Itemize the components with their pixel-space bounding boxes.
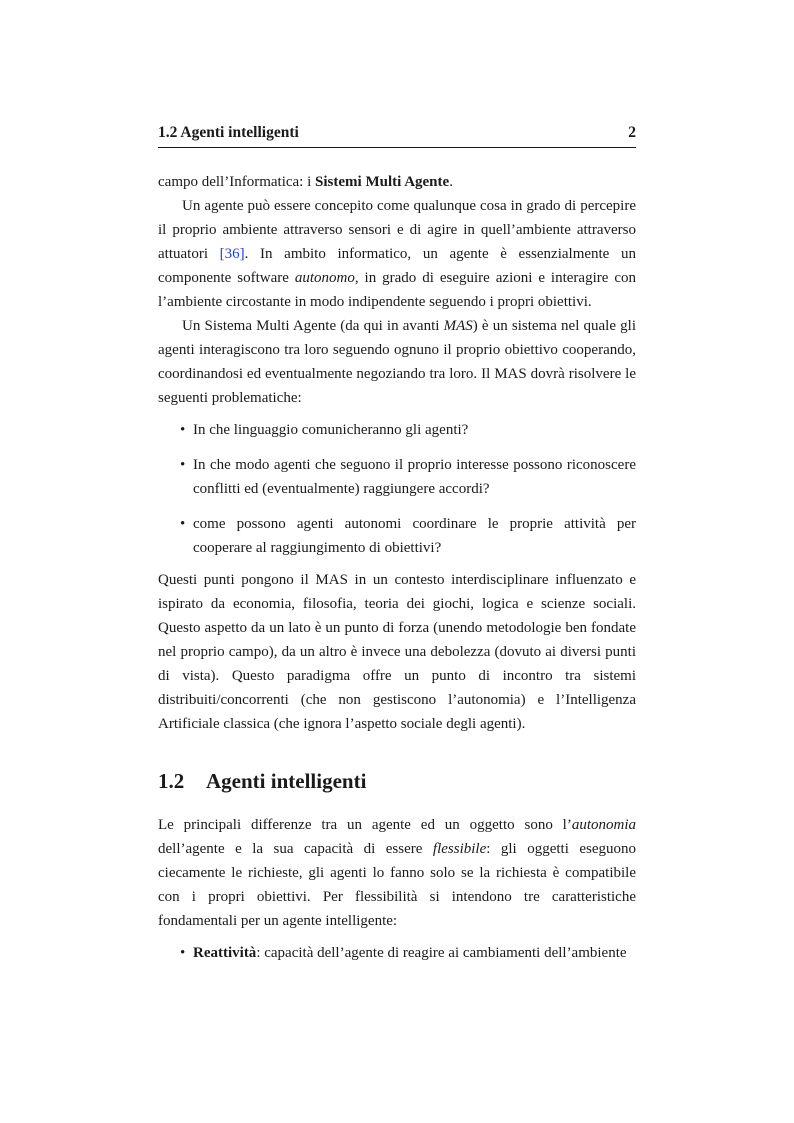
text-run: : gli oggetti eseguono ciecamente le richieste, gli agenti lo fanno solo se la richiesta è compatibile con i propri obiettivi. Per flessibilità si intendono tre caratteristiche fondamentali per un agente intelligente: bbox=[158, 841, 636, 929]
bullet-icon: • bbox=[180, 945, 186, 961]
running-header-title: 1.2 Agenti intelligenti bbox=[158, 124, 299, 141]
list-item bbox=[158, 512, 636, 560]
italic-term: autonomia bbox=[571, 817, 636, 833]
italic-term: MAS bbox=[443, 318, 473, 334]
body-text bbox=[158, 170, 636, 965]
paragraph-agent-definition bbox=[158, 194, 636, 314]
list-item-text: In che linguaggio comunicheranno gli agenti? bbox=[193, 422, 469, 438]
text-run: ) è un sistema nel quale gli agenti interagiscono tra loro seguendo ognuno il proprio obiettivo cooperando, coordinandosi ed eventualmente negoziando tra loro. Il MAS dovrà risolvere le seguenti problematiche: bbox=[158, 318, 636, 406]
text-run: Le principali differenze tra un agente ed un oggetto sono l’ bbox=[158, 817, 572, 833]
section-number: 1.2 bbox=[158, 769, 185, 793]
text-run: campo dell’Informatica: i bbox=[158, 174, 316, 190]
text-run: , in grado di eseguire azioni e interagire con l’ambiente circostante in modo indipendente seguendo i propri obiettivi. bbox=[158, 270, 636, 310]
bullet-icon: • bbox=[180, 422, 186, 438]
problem-list bbox=[158, 418, 636, 560]
text-run: . In ambito informatico, un agente è essenzialmente un componente software bbox=[158, 246, 636, 286]
list-item-text: In che modo agenti che seguono il proprio interesse possono riconoscere conflitti ed (eventualmente) raggiungere accordi? bbox=[193, 457, 636, 497]
bullet-icon: • bbox=[180, 457, 186, 473]
text-run: . bbox=[449, 174, 453, 190]
section-heading bbox=[158, 767, 636, 795]
citation-link[interactable]: [36] bbox=[219, 246, 245, 262]
italic-term: autonomo bbox=[294, 270, 355, 286]
section-title: Agenti intelligenti bbox=[206, 769, 367, 793]
paragraph-differences bbox=[158, 813, 636, 933]
text-run: dell’agente e la sua capacità di essere bbox=[158, 841, 433, 857]
paragraph-intro bbox=[158, 170, 636, 194]
paragraph-mas bbox=[158, 314, 636, 410]
feature-term: Reattività bbox=[193, 945, 257, 961]
feature-description: : capacità dell’agente di reagire ai cambiamenti dell’ambiente bbox=[256, 945, 627, 961]
text-run: Un agente può essere concepito come qualunque cosa in grado di percepire il proprio ambiente attraverso sensori e di agire in quell’ambiente attraverso attuatori bbox=[158, 198, 636, 262]
list-item bbox=[158, 941, 636, 965]
italic-term: flessibile bbox=[432, 841, 487, 857]
header-rule bbox=[158, 147, 636, 148]
list-item bbox=[158, 453, 636, 501]
bullet-icon: • bbox=[180, 516, 186, 532]
list-item bbox=[158, 418, 636, 442]
paragraph-interdisciplinary: Questi punti pongono il MAS in un contesto interdisciplinare influenzato e ispirato da economia, filosofia, teoria dei giochi, logica e scienze sociali. Questo aspetto da un lato è un punto di forza (unendo metodologie ben fondate nel proprio campo), da un altro è invece una debolezza (dovuto ai diversi punti di vista). Questo paradigma offre un punto di incontro tra sistemi distribuiti/concorrenti (che non gestiscono l’autonomia) e l’Intelligenza Artificiale classica (che ignora l’aspetto sociale degli agenti). bbox=[158, 572, 636, 732]
list-item-text: come possono agenti autonomi coordinare le proprie attività per cooperare al raggiungimento di obiettivi? bbox=[193, 516, 636, 556]
text-run: Un Sistema Multi Agente (da qui in avanti bbox=[182, 318, 444, 334]
features-list bbox=[158, 941, 636, 965]
bold-term: Sistemi Multi Agente bbox=[315, 174, 450, 190]
running-header bbox=[158, 124, 636, 146]
page-number: 2 bbox=[628, 124, 636, 141]
